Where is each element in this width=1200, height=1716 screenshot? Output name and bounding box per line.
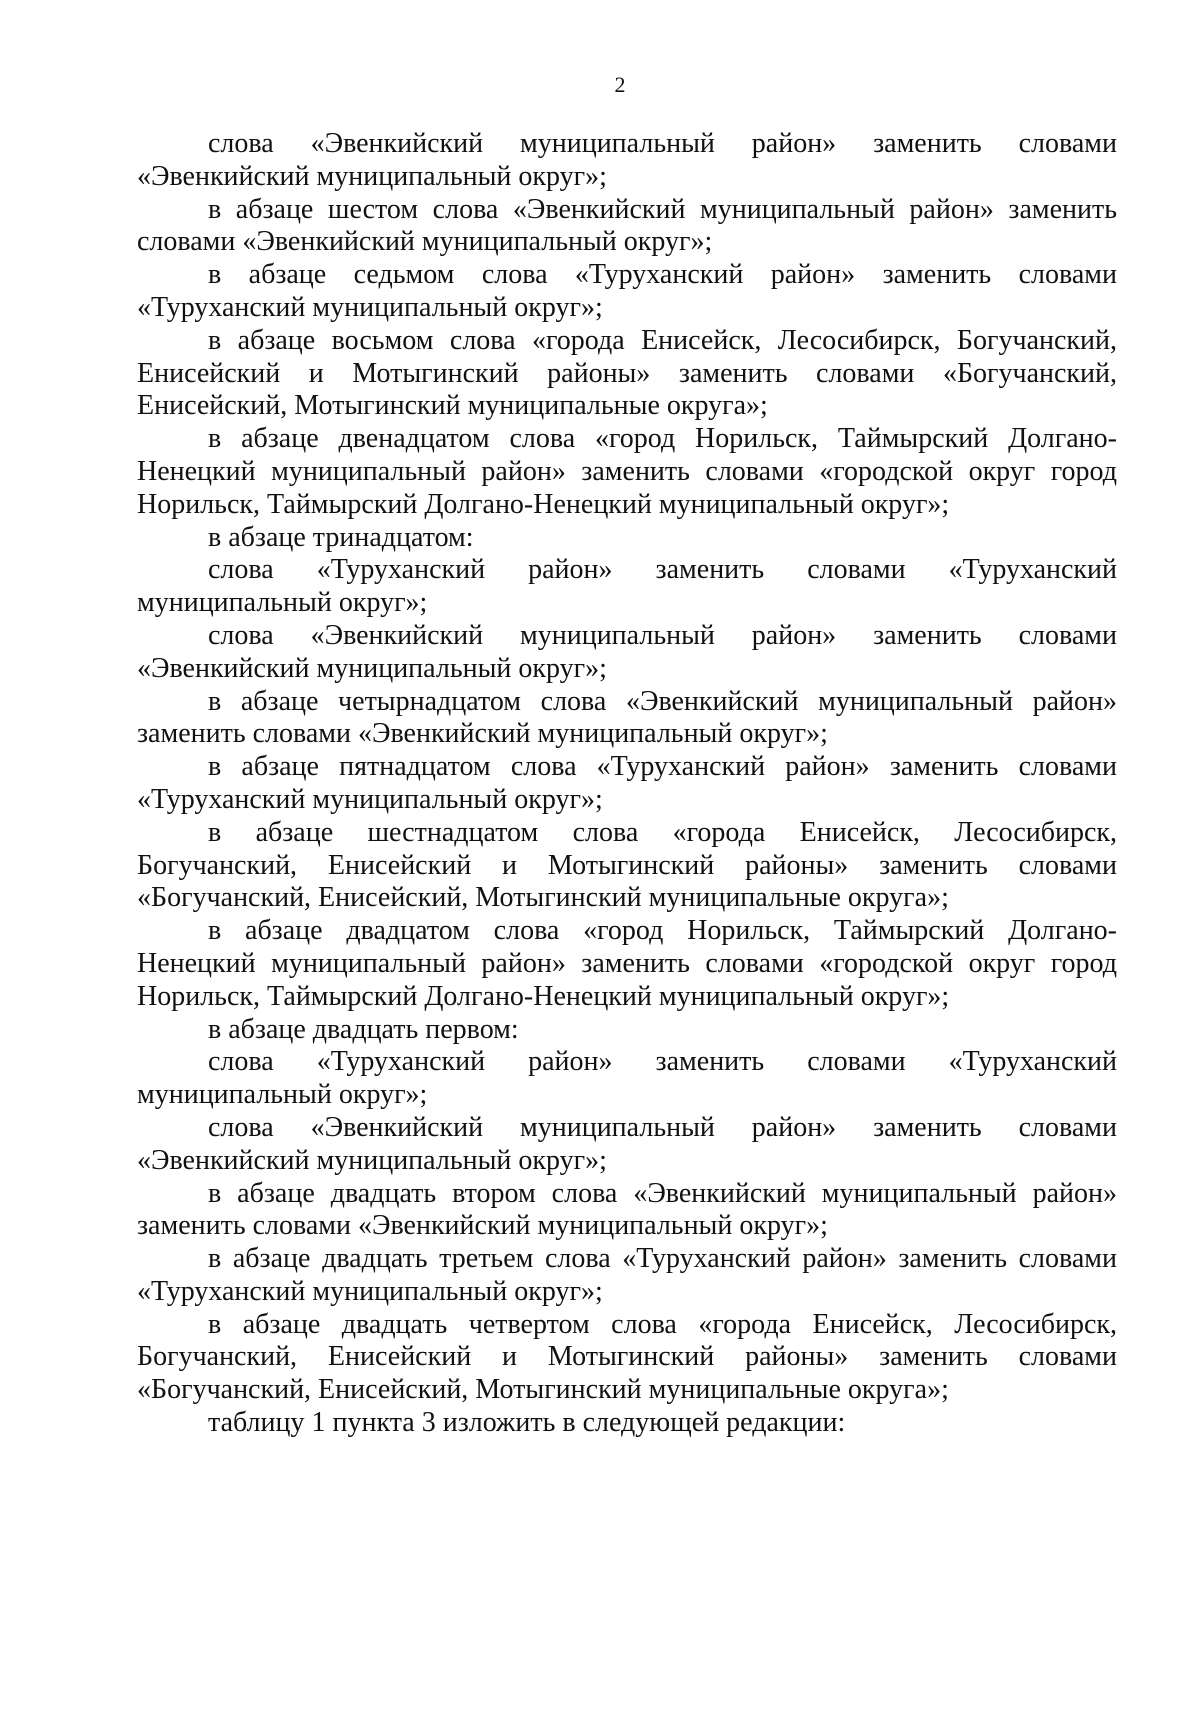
paragraph: слова «Эвенкийский муниципальный район» заменить словами «Эвенкийский муниципальный округ»;: [137, 619, 1117, 684]
paragraph: в абзаце шестом слова «Эвенкийский муниципальный район» заменить словами «Эвенкийский муниципальный округ»;: [137, 193, 1117, 258]
paragraph: в абзаце восьмом слова «города Енисейск, Лесосибирск, Богучанский, Енисейский и Мотыгинский районы» заменить словами «Богучанский, Енисейский, Мотыгинский муниципальные округа»;: [137, 324, 1117, 422]
page-number: 2: [614, 72, 626, 97]
paragraph: в абзаце четырнадцатом слова «Эвенкийский муниципальный район» заменить словами «Эвенкийский муниципальный округ»;: [137, 685, 1117, 750]
paragraph: слова «Туруханский район» заменить словами «Туруханский муниципальный округ»;: [137, 1046, 1117, 1111]
paragraph: слова «Эвенкийский муниципальный район» заменить словами «Эвенкийский муниципальный округ»;: [137, 1111, 1117, 1176]
paragraph: в абзаце тринадцатом:: [208, 521, 474, 553]
document-body: [137, 128, 1117, 1440]
paragraph: в абзаце двенадцатом слова «город Норильск, Таймырский Долгано-Ненецкий муниципальный район» заменить словами «городской округ город Норильск, Таймырский Долгано-Ненецкий муниципальный округ»;: [137, 423, 1117, 520]
paragraph: в абзаце двадцать четвертом слова «города Енисейск, Лесосибирск, Богучанский, Енисейский и Мотыгинский районы» заменить словами «Богучанский, Енисейский, Мотыгинский муниципальные округа»;: [137, 1308, 1117, 1406]
paragraph: в абзаце двадцатом слова «город Норильск, Таймырский Долгано-Ненецкий муниципальный район» заменить словами «городской округ город Норильск, Таймырский Долгано-Ненецкий муниципальный округ»;: [137, 915, 1117, 1012]
paragraph: в абзаце двадцать первом:: [208, 1013, 519, 1045]
paragraph: таблицу 1 пункта 3 изложить в следующей редакции:: [208, 1407, 846, 1439]
paragraph: в абзаце двадцать третьем слова «Туруханский район» заменить словами «Туруханский муниципальный округ»;: [137, 1243, 1117, 1307]
paragraph: слова «Туруханский район» заменить словами «Туруханский муниципальный округ»;: [137, 554, 1117, 619]
paragraph: слова «Эвенкийский муниципальный район» заменить словами «Эвенкийский муниципальный округ»;: [137, 128, 1117, 192]
paragraph: в абзаце шестнадцатом слова «города Енисейск, Лесосибирск, Богучанский, Енисейский и Мотыгинский районы» заменить словами «Богучанский, Енисейский, Мотыгинский муниципальные округа»;: [137, 816, 1117, 914]
paragraph: в абзаце пятнадцатом слова «Туруханский район» заменить словами «Туруханский муниципальный округ»;: [137, 751, 1117, 815]
paragraph: в абзаце седьмом слова «Туруханский район» заменить словами «Туруханский муниципальный округ»;: [137, 259, 1117, 323]
paragraph: в абзаце двадцать втором слова «Эвенкийский муниципальный район» заменить словами «Эвенкийский муниципальный округ»;: [137, 1177, 1117, 1242]
